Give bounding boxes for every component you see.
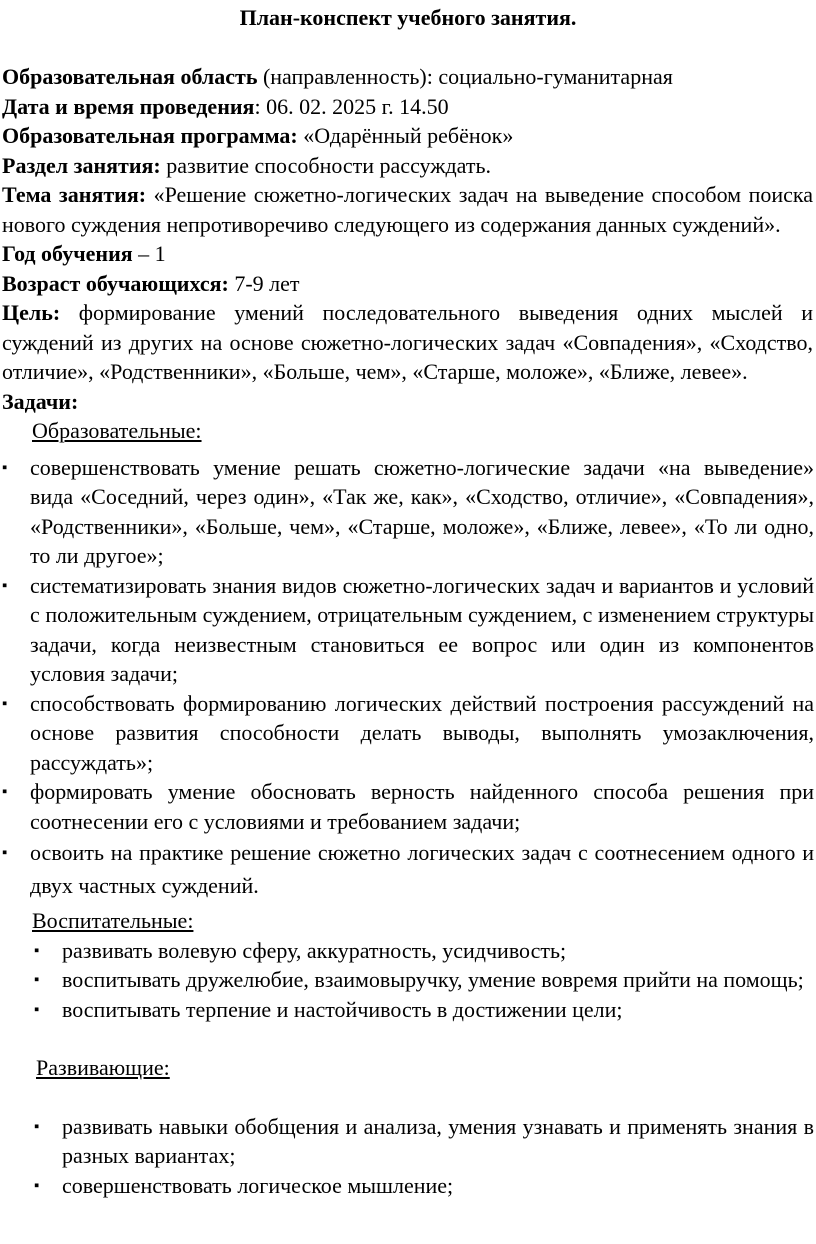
list-item-text: воспитывать терпение и настойчивость в достижении цели; bbox=[62, 996, 623, 1022]
list-item-text: систематизировать знания видов сюжетно-логических задач и вариантов и условий с положительным суждением, отрицательным суждением, с изменением структуры задачи, когда неизвестным становиться ее вопрос или один из компонентов условия задачи; bbox=[30, 572, 814, 686]
educational-list bbox=[0, 453, 816, 903]
bullet-square-icon: ▪ bbox=[2, 695, 8, 712]
field-goal-label: Цель: bbox=[2, 300, 61, 325]
field-age bbox=[0, 269, 816, 299]
list-item bbox=[0, 689, 816, 778]
list-item bbox=[0, 1171, 816, 1201]
bullet-square-icon: ▪ bbox=[34, 942, 40, 959]
list-item bbox=[0, 453, 816, 571]
field-date-label: Дата и время проведения bbox=[2, 93, 255, 119]
upbringing-list bbox=[0, 936, 816, 1025]
bullet-square-icon: ▪ bbox=[34, 972, 40, 988]
field-topic-label: Тема занятия: bbox=[2, 182, 147, 207]
field-date-value: : 06. 02. 2025 г. 14.50 bbox=[254, 93, 449, 119]
list-item-text: способствовать формированию логических действий построения рассуждений на основе развития способности делать выводы, выполнять умозаключения, рассуждать»; bbox=[30, 690, 814, 775]
field-age-label: Возраст обучающихся: bbox=[2, 270, 229, 296]
list-item bbox=[0, 777, 816, 836]
list-item-text: совершенствовать умение решать сюжетно-логические задачи «на выведение» вида «Соседний, через один», «Так же, как», «Сходство, отличие», «Совпадения», «Родственники», «Больше, чем», «Старше, моложе», «Ближе, левее», «То ли одно, то ли другое»; bbox=[30, 454, 814, 568]
field-goal-value: формирование умений последовательного выведения одних мыслей и суждений из других на основе сюжетно-логических задач «Совпадения», «Сходство, отличие», «Родственники», «Больше, чем», «Старше, моложе», «Ближе, левее». bbox=[2, 300, 813, 384]
educational-heading: Образовательные: bbox=[32, 418, 202, 443]
field-date bbox=[0, 92, 816, 122]
list-item bbox=[0, 995, 816, 1025]
bullet-square-icon: ▪ bbox=[34, 1118, 40, 1135]
field-topic bbox=[0, 180, 816, 239]
list-item-text: формировать умение обосновать верность найденного способа решения при соотнесении его с условиями и требованием задачи; bbox=[30, 779, 814, 834]
bullet-square-icon: ▪ bbox=[2, 577, 8, 594]
field-year-label: Год обучения bbox=[2, 241, 133, 266]
developing-list bbox=[0, 1112, 816, 1201]
field-area bbox=[0, 62, 816, 92]
tasks-heading bbox=[0, 387, 816, 417]
list-item-text: освоить на практике решение сюжетно логических задач с соотнесением одного и двух частных суждений. bbox=[30, 840, 814, 898]
bullet-square-icon: ▪ bbox=[2, 459, 8, 476]
field-goal bbox=[0, 298, 816, 387]
bullet-square-icon: ▪ bbox=[2, 845, 8, 861]
tasks-heading-label: Задачи: bbox=[2, 388, 79, 414]
list-item-text: развивать волевую сферу, аккуратность, усидчивость; bbox=[62, 937, 567, 963]
list-item bbox=[0, 836, 816, 902]
list-item bbox=[0, 965, 816, 995]
field-program-value: «Одарённый ребёнок» bbox=[297, 123, 514, 148]
field-area-value: (направленность): социально-гуманитарная bbox=[257, 64, 673, 89]
list-item-text: развивать навыки обобщения и анализа, умения узнавать и применять знания в разных вариантах; bbox=[62, 1113, 814, 1168]
field-section bbox=[0, 151, 816, 181]
list-item bbox=[0, 1112, 816, 1171]
page-title: План-конспект учебного занятия. bbox=[239, 5, 577, 30]
field-age-value: 7-9 лет bbox=[228, 270, 300, 296]
list-item-text: воспитывать дружелюбие, взаимовыручку, умение вовремя прийти на помощь; bbox=[62, 967, 804, 992]
bullet-square-icon: ▪ bbox=[2, 784, 8, 800]
field-topic-value: «Решение сюжетно-логических задач на выведение способом поиска нового суждения непротиворечиво следующего из содержания данных суждений». bbox=[2, 182, 813, 237]
field-area-label: Образовательная область bbox=[2, 64, 258, 89]
field-program-label: Образовательная программа: bbox=[2, 123, 298, 148]
upbringing-heading: Воспитательные: bbox=[32, 908, 194, 933]
list-item bbox=[0, 936, 816, 966]
field-section-label: Раздел занятия: bbox=[2, 152, 161, 178]
field-year bbox=[0, 239, 816, 269]
bullet-square-icon: ▪ bbox=[34, 1001, 40, 1018]
field-section-value: развитие способности рассуждать. bbox=[160, 152, 491, 178]
list-item bbox=[0, 571, 816, 689]
developing-heading: Развивающие: bbox=[36, 1055, 170, 1080]
field-program bbox=[0, 121, 816, 151]
list-item-text: совершенствовать логическое мышление; bbox=[62, 1172, 454, 1198]
field-year-value: – 1 bbox=[132, 241, 166, 266]
bullet-square-icon: ▪ bbox=[34, 1177, 40, 1194]
